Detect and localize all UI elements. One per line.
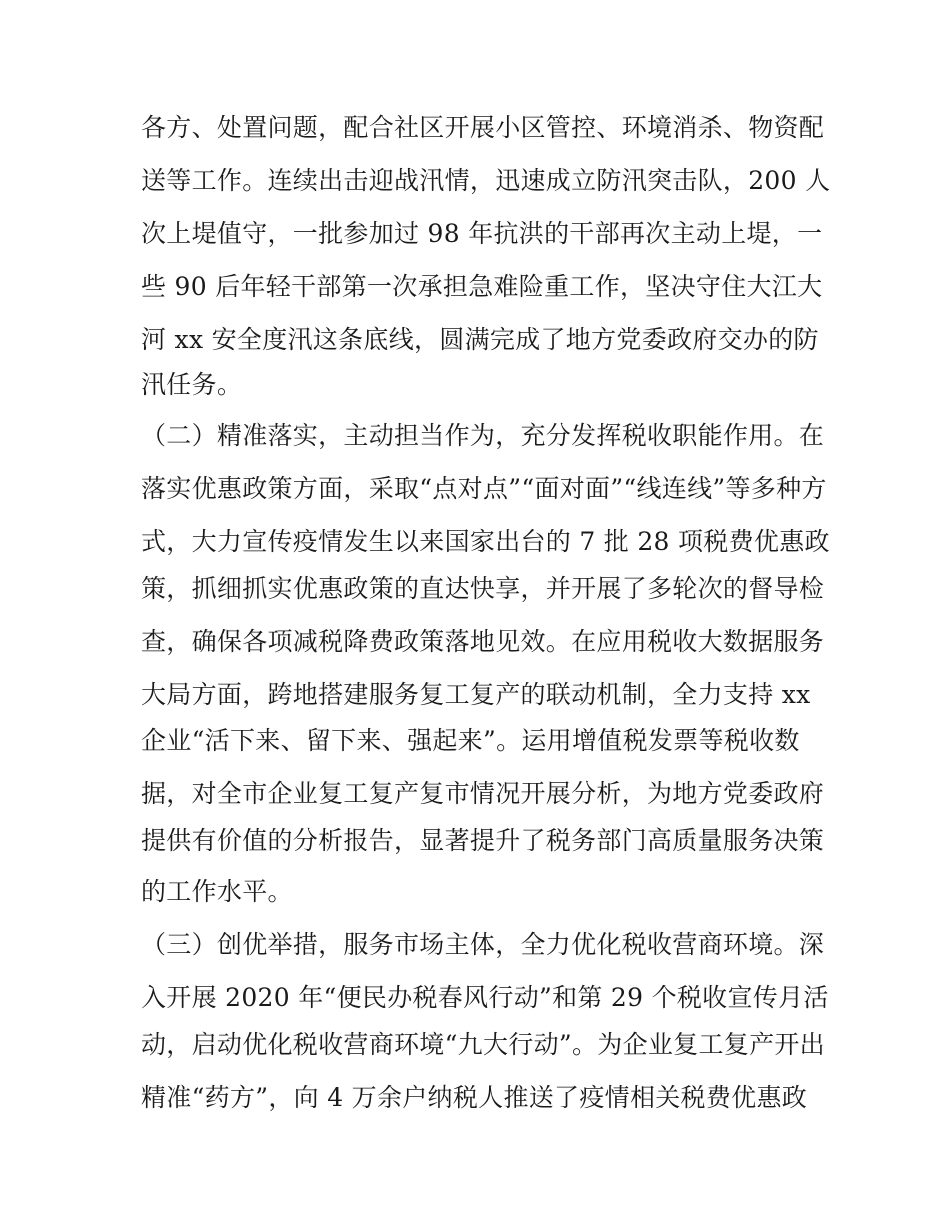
text-line: 次上堤值守，一批参加过 98 年抗洪的干部再次主动上堤，一 [141,219,823,248]
text-line: 据，对全市企业复工复产复市情况开展分析，为地方党委政府 [141,779,825,808]
text-line: 式，大力宣传疫情发生以来国家出台的 7 批 28 项税费优惠政 [141,527,830,556]
text-line: 提供有价值的分析报告，显著提升了税务部门高质量服务决策 [141,826,825,855]
text-line: 入开展 2020 年“便民办税春风行动”和第 29 个税收宣传月活 [141,983,829,1012]
section-heading-line: （二）精准落实，主动担当作为，充分发挥税收职能作用。在 [141,421,825,450]
text-line: 河 xx 安全度汛这条底线，圆满完成了地方党委政府交办的防 [141,325,819,354]
text-line: 落实优惠政策方面，采取“点对点”“面对面”“线连线”等多种方 [141,474,827,503]
text-line: 精准“药方”，向 4 万余户纳税人推送了疫情相关税费优惠政 [141,1083,808,1112]
section-heading-line: （三）创优举措，服务市场主体，全力优化税收营商环境。深 [141,930,825,959]
text-line: 动，启动优化税收营商环境“九大行动”。为企业复工复产开出 [141,1030,825,1059]
text-line: 些 90 后年轻干部第一次承担急难险重工作，坚决守住大江大 [141,272,823,301]
text-line: 的工作水平。 [141,877,293,906]
text-line: 策，抓细抓实优惠政策的直达快享，并开展了多轮次的督导检 [141,574,825,603]
text-line: 送等工作。连续出击迎战汛情，迅速成立防汛突击队，200 人 [141,166,831,195]
text-line: 企业“活下来、留下来、强起来”。运用增值税发票等税收数 [141,726,800,755]
text-line: 汛任务。 [141,370,243,399]
text-line: 查，确保各项减税降费政策落地见效。在应用税收大数据服务 [141,627,825,656]
text-line: 大局方面，跨地搭建服务复工复产的联动机制，全力支持 xx [141,680,811,709]
text-line: 各方、处置问题，配合社区开展小区管控、环境消杀、物资配 [141,113,825,142]
